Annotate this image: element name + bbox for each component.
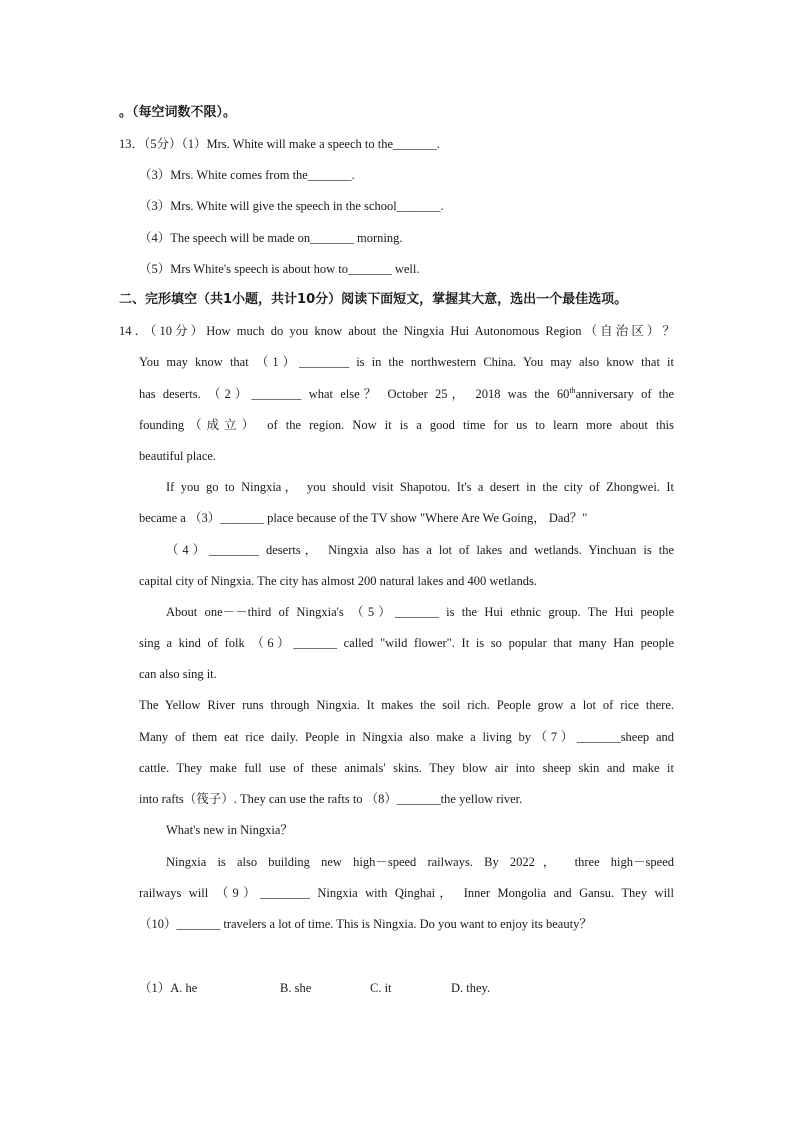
paragraph-line: capital city of Ningxia. The city has almost 200 natural lakes and 400 wetlands. [139,574,537,588]
paragraph-line: About one－－third of Ningxia's （5）_______ is the Hui ethnic group. The Hui people [166,605,674,619]
paragraph-line: （4）________ deserts， Ningxia also has a lot of lakes and wetlands. Yinchuan is the [166,543,674,557]
question-13-header: 13．（5分）（1）Mrs. White will make a speech to the_______. [119,137,440,151]
question-14-line: You may know that （1）________ is in the northwestern China. You may also know that it [139,355,674,369]
line-text: has deserts. （2）________ what else？ October 25， 2018 was the 60 [139,387,570,401]
paragraph-line: became a （3）_______ place because of the TV show "Where Are We Going， Dad？" [139,511,588,525]
question-14-line: beautiful place. [139,449,217,463]
paragraph-line: （10）_______ travelers a lot of time. This is Ningxia. Do you want to enjoy its beauty？ [139,917,592,931]
option-b[interactable]: B. she [280,981,312,995]
question-13-item: （3）Mrs. White will give the speech in the school_______. [139,199,444,213]
section-2-title: 二、完形填空（共1小题，共计10分）阅读下面短文，掌握其大意，选出一个最佳选项。 [119,292,628,307]
question-13-item: （4）The speech will be made on_______ morning. [139,231,403,245]
question-13-item: （5）Mrs White's speech is about how to_______ well. [139,262,420,276]
line-text: anniversary of the [575,387,674,401]
question-14-line: founding（成立） of the region. Now it is a good time for us to learn more about this [139,418,674,432]
paragraph-line: cattle. They make full use of these animals' skins. They blow air into sheep skin and make it [139,761,674,775]
ordinal-suffix: th [569,385,576,395]
paragraph-line: Ningxia is also building new high－speed railways. By 2022， three high－speed [166,855,674,869]
paragraph-line: The Yellow River runs through Ningxia. It makes the soil rich. People grow a lot of rice there. [139,698,674,712]
option-d[interactable]: D. they. [451,981,491,995]
option-c[interactable]: C. it [370,981,392,995]
paragraph-line: Many of them eat rice daily. People in Ningxia also make a living by（7）_______sheep and [139,730,674,744]
paragraph-line: railways will （9）________ Ningxia with Qinghai， Inner Mongolia and Gansu. They will [139,886,674,900]
question-14-line: 14．（10分）How much do you know about the Ningxia Hui Autonomous Region（自治区）？ [119,324,675,338]
paragraph-line: sing a kind of folk （6）_______ called "wild flower". It is so popular that many Han people [139,636,674,650]
paragraph-line: can also sing it. [139,667,217,681]
paragraph-line: into rafts（筏子）. They can use the rafts to （8）_______the yellow river. [139,792,523,806]
question-13-item: （3）Mrs. White comes from the_______. [139,168,355,182]
question-14-line [139,386,674,402]
paragraph-line: What's new in Ningxia？ [166,823,293,837]
paragraph-line: If you go to Ningxia， you should visit Shapotou. It's a desert in the city of Zhongwei. It [166,480,674,494]
section-intro: 。（每空词数不限）。 [119,105,237,120]
option-a[interactable]: （1）A. he [139,981,198,995]
